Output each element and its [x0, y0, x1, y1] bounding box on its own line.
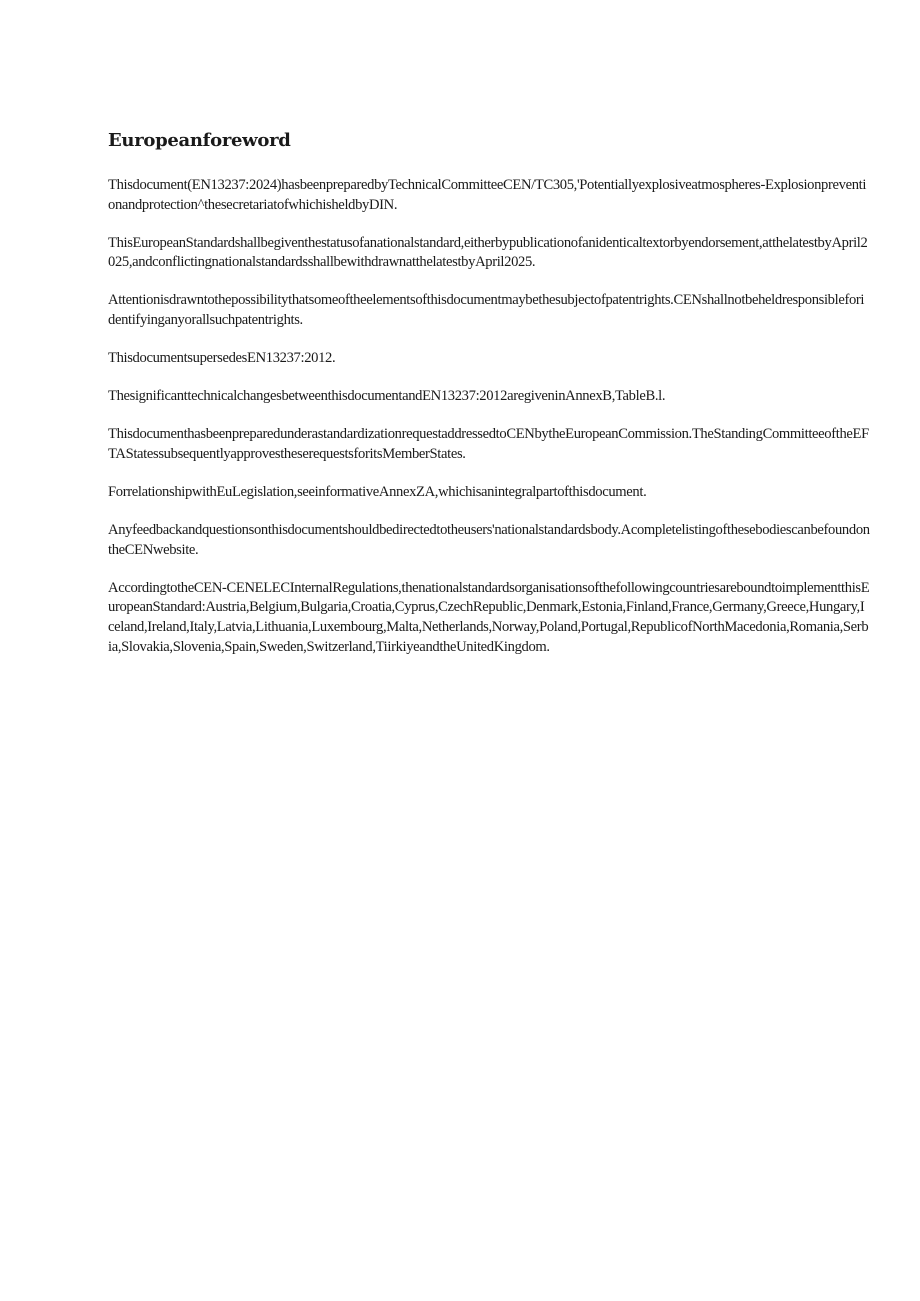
paragraph-national-status: ThisEuropeanStandardshallbegiventhestatusofanationalstandard,eitherbypublicationofanidenticaltextorbyendorsement,atthelatestbyApril2025,andconflictingnationalstandardsshallbewithdrawnatthelatestbyApril2025. — [108, 234, 868, 271]
paragraph-technical-changes: ThesignificanttechnicalchangesbetweenthisdocumentandEN13237:2012aregiveninAnnexB,TableB.l. — [108, 388, 666, 405]
paragraph-prepared-by: Thisdocument(EN13237:2024)hasbeenpreparedbyTechnicalCommitteeCEN/TC305,'Potentiallyexplosiveatmospheres-Explosionpreventionandprotection^thesecretariatofwhichisheldbyDIN. — [108, 177, 867, 213]
paragraph-patent-rights: Attentionisdrawntothepossibilitythatsomeoftheelementsofthisdocumentmaybethesubjectofpatentrights.CENshallnotbeheldresponsibleforidentifyinganyorallsuchpatentrights. — [108, 292, 865, 328]
paragraph-supersedes: ThisdocumentsupersedesEN13237:2012. — [108, 350, 336, 367]
document-page — [108, 128, 870, 676]
page-title: Europeanforeword — [108, 130, 291, 151]
paragraph-standardization-request: ThisdocumenthasbeenpreparedunderastandardizationrequestaddressedtoCENbytheEuropeanCommission.TheStandingCommitteeoftheEFTAStatessubsequentlyapprovestheserequestsforitsMemberStates. — [108, 426, 869, 462]
paragraph-countries: AccordingtotheCEN-CENELECInternalRegulations,thenationalstandardsorganisationsofthefollowingcountriesareboundtoimplementthisEuropeanStandard:Austria,Belgium,Bulgaria,Croatia,Cyprus,CzechRepublic,Denmark,Estonia,Finland,France,Germany,Greece,Hungary,Iceland,Ireland,Italy,Latvia,Lithuania,Luxembourg,Malta,Netherlands,Norway,Poland,Portugal,RepublicofNorthMacedonia,Romania,Serbia,Slovakia,Slovenia,Spain,Sweden,Switzerland,TiirkiyeandtheUnitedKingdom. — [108, 579, 870, 655]
paragraph-eu-legislation: ForrelationshipwithEuLegislation,seeinformativeAnnexZA,whichisanintegralpartofthisdocument. — [108, 483, 647, 500]
paragraph-feedback: Anyfeedbackandquestionsonthisdocumentshouldbedirectedtotheusers'nationalstandardsbody.AcompletelistingofthesebodiescanbefoundontheCENwebsite. — [108, 522, 870, 558]
